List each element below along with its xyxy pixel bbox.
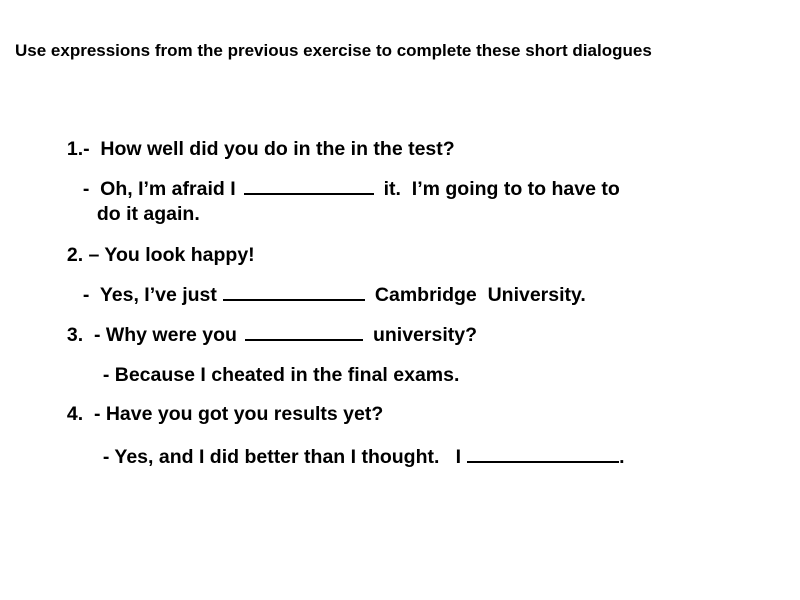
dialogue-1-answer-end: it. I’m going to to have to: [383, 178, 620, 200]
dialogue-2-answer-end: Cambridge University.: [374, 284, 586, 306]
dialogue-1-answer-continued-text: do it again.: [96, 203, 200, 225]
dialogue-3-question-end: university?: [372, 324, 478, 346]
dialogue-3-answer-text: - Because I cheated in the final exams.: [102, 364, 460, 386]
dialogue-4-answer: [92, 420, 625, 470]
dialogue-1-question-text: 1.- How well did you do in the in the test?: [66, 138, 455, 160]
dialogue-1-blank[interactable]: [244, 177, 374, 195]
dialogue-2-statement-text: 2. – You look happy!: [66, 244, 255, 266]
dialogue-4-blank[interactable]: [467, 445, 619, 463]
dialogue-3-question-start: 3. - Why were you: [66, 324, 237, 346]
dialogue-4-answer-start: - Yes, and I did better than I thought. I: [102, 446, 462, 468]
dialogue-1-answer-start: - Oh, I’m afraid I: [82, 178, 236, 200]
dialogue-4-question-text: 4. - Have you got you results yet?: [66, 403, 384, 425]
dialogue-2-answer-start: - Yes, I’ve just: [82, 284, 217, 306]
exercise-instructions: Use expressions from the previous exercise to complete these short dialogues: [15, 41, 652, 60]
dialogue-4-answer-end: .: [619, 446, 625, 468]
